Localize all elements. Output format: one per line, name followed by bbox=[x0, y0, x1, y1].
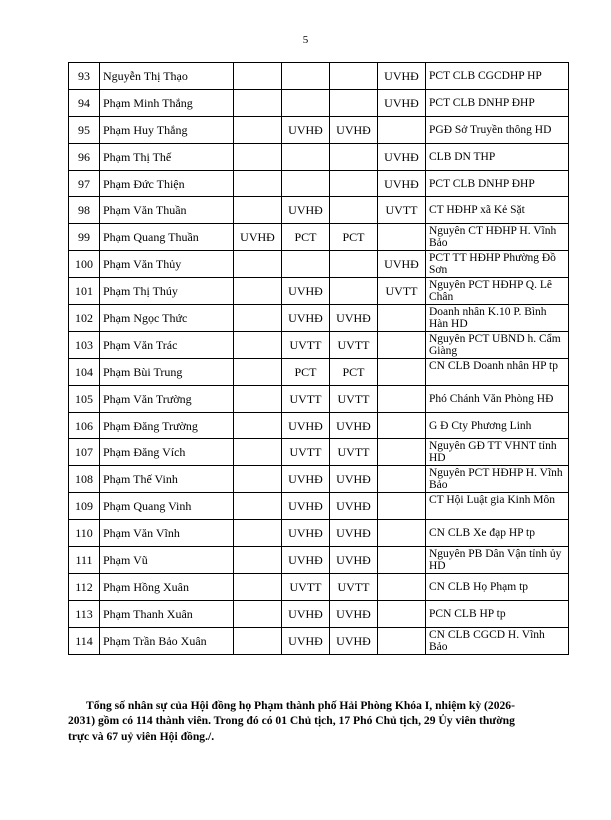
role-col-1 bbox=[234, 547, 282, 574]
member-note: PCN CLB HP tp bbox=[426, 600, 569, 627]
table-row bbox=[69, 439, 569, 466]
member-note: CT HĐHP xã Kẻ Sặt bbox=[426, 197, 569, 224]
row-number: 97 bbox=[69, 170, 100, 197]
table-row bbox=[69, 412, 569, 439]
role-col-4 bbox=[378, 358, 426, 385]
role-col-3 bbox=[330, 197, 378, 224]
role-col-1 bbox=[234, 466, 282, 493]
member-name: Phạm Thị Thế bbox=[100, 143, 234, 170]
role-col-2: PCT bbox=[282, 358, 330, 385]
role-col-4 bbox=[378, 600, 426, 627]
role-col-2: UVTT bbox=[282, 385, 330, 412]
role-col-2: UVHĐ bbox=[282, 305, 330, 332]
role-col-2: UVTT bbox=[282, 331, 330, 358]
table-row bbox=[69, 520, 569, 547]
row-number: 111 bbox=[69, 547, 100, 574]
member-note: CT Hội Luật gia Kinh Môn bbox=[426, 493, 569, 520]
member-name: Phạm Vũ bbox=[100, 547, 234, 574]
row-number: 112 bbox=[69, 573, 100, 600]
member-note: G Đ Cty Phương Linh bbox=[426, 412, 569, 439]
table-row bbox=[69, 493, 569, 520]
role-col-2: UVHĐ bbox=[282, 278, 330, 305]
role-col-3 bbox=[330, 251, 378, 278]
member-note: PCT CLB DNHP ĐHP bbox=[426, 89, 569, 116]
table-row bbox=[69, 143, 569, 170]
role-col-1 bbox=[234, 385, 282, 412]
member-name: Phạm Văn Thuần bbox=[100, 197, 234, 224]
role-col-1 bbox=[234, 573, 282, 600]
member-name: Phạm Thế Vinh bbox=[100, 466, 234, 493]
role-col-1 bbox=[234, 627, 282, 654]
member-note: Doanh nhân K.10 P. Bình Hàn HD bbox=[426, 305, 569, 332]
role-col-1 bbox=[234, 63, 282, 90]
role-col-4: UVTT bbox=[378, 278, 426, 305]
member-name: Phạm Hồng Xuân bbox=[100, 573, 234, 600]
role-col-3: UVHĐ bbox=[330, 547, 378, 574]
role-col-1 bbox=[234, 600, 282, 627]
role-col-3: UVHĐ bbox=[330, 116, 378, 143]
role-col-1 bbox=[234, 170, 282, 197]
table-row bbox=[69, 573, 569, 600]
row-number: 99 bbox=[69, 224, 100, 251]
table-row bbox=[69, 170, 569, 197]
role-col-4 bbox=[378, 493, 426, 520]
table-row bbox=[69, 116, 569, 143]
table-row bbox=[69, 63, 569, 90]
table-row bbox=[69, 466, 569, 493]
role-col-4 bbox=[378, 439, 426, 466]
member-note: Nguyên PB Dân Vận tỉnh ủy HD bbox=[426, 547, 569, 574]
member-note: PCT TT HĐHP Phường Đồ Sơn bbox=[426, 251, 569, 278]
role-col-1 bbox=[234, 197, 282, 224]
member-name: Phạm Bùi Trung bbox=[100, 358, 234, 385]
table-row bbox=[69, 358, 569, 385]
role-col-3: UVHĐ bbox=[330, 520, 378, 547]
summary-text: Tổng số nhân sự của Hội đồng họ Phạm thành phố Hải Phòng Khóa I, nhiệm kỳ (2026-2031) gồm có 114 thành viên. Trong đó có 01 Chủ tịch, 17 Phó Chủ tịch, 29 Ủy viên thường trực và 67 uỷ viên Hội đồng./. bbox=[68, 699, 515, 743]
role-col-3: UVHĐ bbox=[330, 412, 378, 439]
role-col-2 bbox=[282, 251, 330, 278]
member-name: Phạm Quang Vinh bbox=[100, 493, 234, 520]
role-col-2: UVHĐ bbox=[282, 493, 330, 520]
member-name: Phạm Văn Trường bbox=[100, 385, 234, 412]
table-row bbox=[69, 278, 569, 305]
role-col-2: UVTT bbox=[282, 439, 330, 466]
role-col-2: UVHĐ bbox=[282, 600, 330, 627]
row-number: 107 bbox=[69, 439, 100, 466]
role-col-2 bbox=[282, 89, 330, 116]
role-col-1 bbox=[234, 305, 282, 332]
role-col-4 bbox=[378, 412, 426, 439]
role-col-1 bbox=[234, 358, 282, 385]
member-note: PCT CLB CGCDHP HP bbox=[426, 63, 569, 90]
member-name: Phạm Văn Vĩnh bbox=[100, 520, 234, 547]
role-col-3 bbox=[330, 89, 378, 116]
role-col-3: UVTT bbox=[330, 573, 378, 600]
role-col-4: UVHĐ bbox=[378, 251, 426, 278]
row-number: 110 bbox=[69, 520, 100, 547]
table-row bbox=[69, 385, 569, 412]
member-note: PGĐ Sở Truyền thông HD bbox=[426, 116, 569, 143]
role-col-1 bbox=[234, 89, 282, 116]
table-row bbox=[69, 89, 569, 116]
role-col-3: UVTT bbox=[330, 385, 378, 412]
role-col-4 bbox=[378, 547, 426, 574]
summary-paragraph bbox=[68, 698, 526, 744]
row-number: 108 bbox=[69, 466, 100, 493]
row-number: 105 bbox=[69, 385, 100, 412]
table-row bbox=[69, 547, 569, 574]
role-col-1 bbox=[234, 116, 282, 143]
role-col-1 bbox=[234, 251, 282, 278]
role-col-3 bbox=[330, 143, 378, 170]
role-col-4 bbox=[378, 466, 426, 493]
member-name: Phạm Trần Bảo Xuân bbox=[100, 627, 234, 654]
role-col-3: UVHĐ bbox=[330, 466, 378, 493]
role-col-4 bbox=[378, 331, 426, 358]
role-col-1 bbox=[234, 143, 282, 170]
table-row bbox=[69, 331, 569, 358]
member-note: Nguyên PCT HĐHP H. Vĩnh Bảo bbox=[426, 466, 569, 493]
member-note: Nguyên PCT UBND h. Cẩm Giàng bbox=[426, 331, 569, 358]
role-col-2 bbox=[282, 170, 330, 197]
member-name: Phạm Thị Thúy bbox=[100, 278, 234, 305]
member-name: Phạm Minh Thắng bbox=[100, 89, 234, 116]
member-note: Nguyên CT HĐHP H. Vĩnh Bảo bbox=[426, 224, 569, 251]
role-col-2: PCT bbox=[282, 224, 330, 251]
member-name: Phạm Huy Thắng bbox=[100, 116, 234, 143]
role-col-2: UVHĐ bbox=[282, 466, 330, 493]
role-col-4 bbox=[378, 116, 426, 143]
member-name: Phạm Ngọc Thức bbox=[100, 305, 234, 332]
member-name: Nguyễn Thị Thạo bbox=[100, 63, 234, 90]
role-col-3: UVHĐ bbox=[330, 600, 378, 627]
role-col-1 bbox=[234, 331, 282, 358]
role-col-3 bbox=[330, 63, 378, 90]
role-col-2: UVHĐ bbox=[282, 116, 330, 143]
row-number: 109 bbox=[69, 493, 100, 520]
table-row bbox=[69, 251, 569, 278]
role-col-2: UVHĐ bbox=[282, 197, 330, 224]
member-name: Phạm Đức Thiện bbox=[100, 170, 234, 197]
role-col-4 bbox=[378, 385, 426, 412]
role-col-3 bbox=[330, 170, 378, 197]
row-number: 101 bbox=[69, 278, 100, 305]
table-row bbox=[69, 224, 569, 251]
role-col-4 bbox=[378, 224, 426, 251]
member-note: CN CLB Họ Phạm tp bbox=[426, 573, 569, 600]
role-col-4: UVHĐ bbox=[378, 143, 426, 170]
member-note: PCT CLB DNHP ĐHP bbox=[426, 170, 569, 197]
role-col-1 bbox=[234, 493, 282, 520]
role-col-3: PCT bbox=[330, 358, 378, 385]
role-col-1 bbox=[234, 412, 282, 439]
role-col-3 bbox=[330, 278, 378, 305]
row-number: 94 bbox=[69, 89, 100, 116]
role-col-2: UVTT bbox=[282, 573, 330, 600]
role-col-2 bbox=[282, 143, 330, 170]
member-note: CN CLB Doanh nhân HP tp bbox=[426, 358, 569, 385]
row-number: 102 bbox=[69, 305, 100, 332]
role-col-1 bbox=[234, 520, 282, 547]
role-col-1: UVHĐ bbox=[234, 224, 282, 251]
role-col-2: UVHĐ bbox=[282, 412, 330, 439]
page-number: 5 bbox=[302, 34, 309, 46]
role-col-2 bbox=[282, 63, 330, 90]
table-row bbox=[69, 600, 569, 627]
role-col-4 bbox=[378, 305, 426, 332]
member-name: Phạm Quang Thuần bbox=[100, 224, 234, 251]
member-table-body bbox=[69, 63, 569, 655]
role-col-4 bbox=[378, 627, 426, 654]
row-number: 113 bbox=[69, 600, 100, 627]
member-name: Phạm Đăng Vích bbox=[100, 439, 234, 466]
table-row bbox=[69, 197, 569, 224]
member-name: Phạm Thanh Xuân bbox=[100, 600, 234, 627]
table-row bbox=[69, 627, 569, 654]
member-note: Phó Chánh Văn Phòng HĐ bbox=[426, 385, 569, 412]
member-note: CLB DN THP bbox=[426, 143, 569, 170]
member-name: Phạm Đăng Trường bbox=[100, 412, 234, 439]
row-number: 93 bbox=[69, 63, 100, 90]
row-number: 106 bbox=[69, 412, 100, 439]
role-col-3: PCT bbox=[330, 224, 378, 251]
role-col-4: UVHĐ bbox=[378, 63, 426, 90]
member-note: Nguyên PCT HĐHP Q. Lê Chân bbox=[426, 278, 569, 305]
role-col-4 bbox=[378, 520, 426, 547]
member-note: CN CLB CGCD H. Vĩnh Bảo bbox=[426, 627, 569, 654]
role-col-3: UVHĐ bbox=[330, 493, 378, 520]
role-col-1 bbox=[234, 278, 282, 305]
row-number: 96 bbox=[69, 143, 100, 170]
role-col-3: UVHĐ bbox=[330, 305, 378, 332]
member-name: Phạm Văn Trác bbox=[100, 331, 234, 358]
role-col-4: UVTT bbox=[378, 197, 426, 224]
table-row bbox=[69, 305, 569, 332]
role-col-4: UVHĐ bbox=[378, 170, 426, 197]
role-col-2: UVHĐ bbox=[282, 547, 330, 574]
member-name: Phạm Văn Thủy bbox=[100, 251, 234, 278]
member-note: CN CLB Xe đạp HP tp bbox=[426, 520, 569, 547]
member-note: Nguyên GĐ TT VHNT tỉnh HD bbox=[426, 439, 569, 466]
role-col-4: UVHĐ bbox=[378, 89, 426, 116]
role-col-1 bbox=[234, 439, 282, 466]
row-number: 103 bbox=[69, 331, 100, 358]
role-col-4 bbox=[378, 573, 426, 600]
row-number: 95 bbox=[69, 116, 100, 143]
member-table bbox=[68, 62, 569, 655]
role-col-3: UVHĐ bbox=[330, 627, 378, 654]
row-number: 98 bbox=[69, 197, 100, 224]
row-number: 100 bbox=[69, 251, 100, 278]
row-number: 114 bbox=[69, 627, 100, 654]
row-number: 104 bbox=[69, 358, 100, 385]
role-col-2: UVHĐ bbox=[282, 520, 330, 547]
role-col-2: UVHĐ bbox=[282, 627, 330, 654]
role-col-3: UVTT bbox=[330, 439, 378, 466]
role-col-3: UVTT bbox=[330, 331, 378, 358]
